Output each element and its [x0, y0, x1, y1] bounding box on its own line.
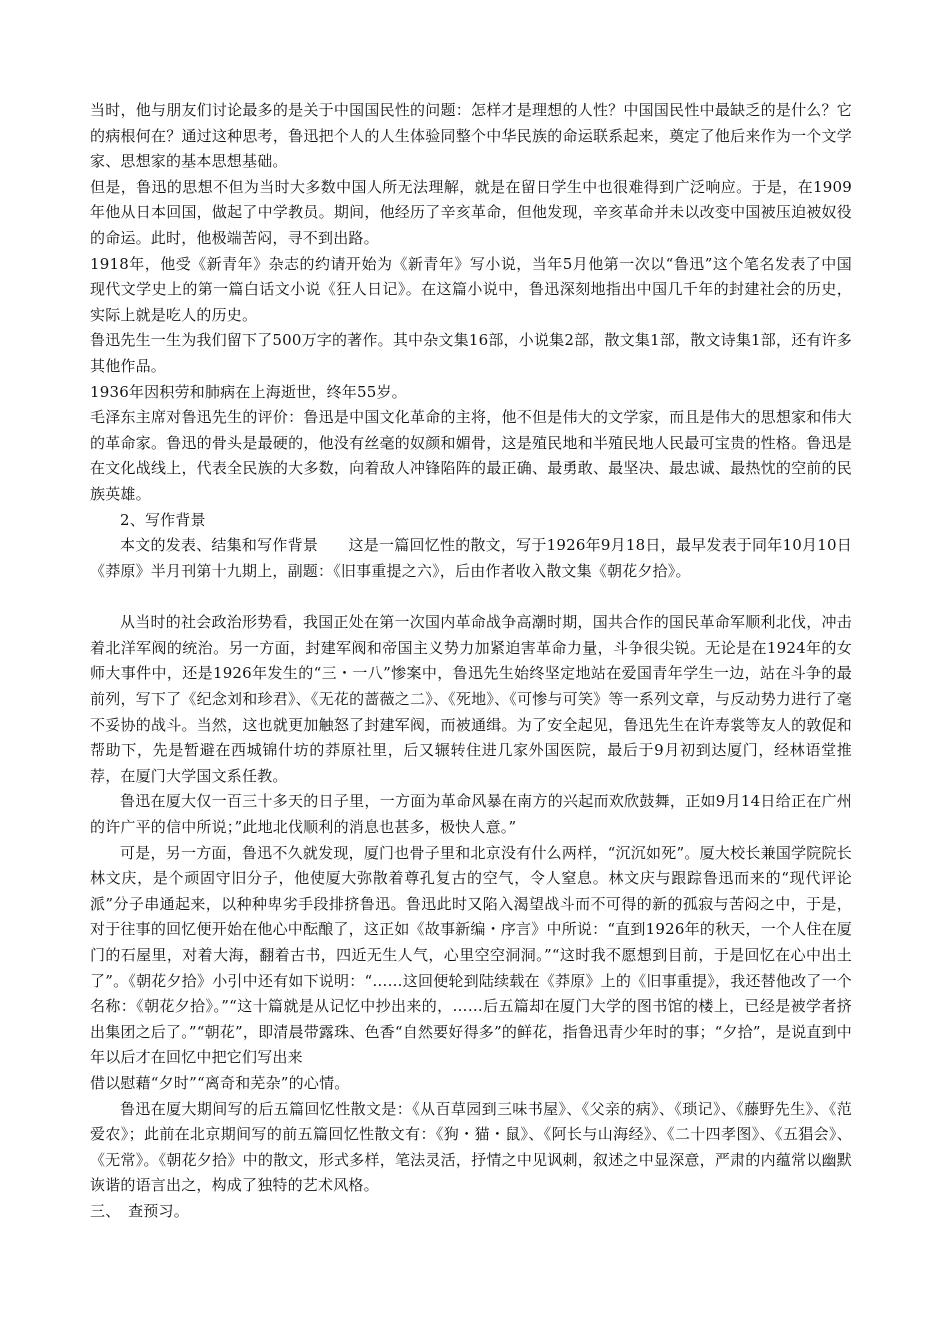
paragraph-national-character: 当时，他与朋友们讨论最多的是关于中国国民性的问题：怎样才是理想的人性？中国国民性中最缺乏的是什么？它的病根何在？通过这种思考，鲁迅把个人的人生体验同整个中华民族的命运联系起来，奠定了他后来作为一个文学家、思想家的基本思想基础。	[90, 101, 852, 171]
paragraph-political-situation: 从当时的社会政治形势看，我国正处在第一次国内革命战争高潮时期，国共合作的国民革命军顺利北伐，冲击着北洋军阀的统治。另一方面，封建军阀和帝国主义势力加紧迫害革命力量，斗争很尖锐。无论是在1924年的女师大事件中，还是1926年发生的“三・一八”惨案中，鲁迅先生始终坚定地站在爱国青年学生一边，站在斗争的最前列，写下了《纪念刘和珍君》、《无花的蔷薇之二》、《死地》、《可惨与可笑》等一系列文章，与反动势力进行了毫不妥协的战斗。当然，这也就更加触怒了封建军阀，而被通缉。为了安全起见，鲁迅先生在许寿裳等友人的敦促和帮助下，先是暂避在西城锦什坊的莽原社里，后又辗转住进几家外国医院，最后于9月初到达厦门，经林语堂推荐，在厦门大学国文系任教。	[90, 613, 852, 785]
paragraph-mao-evaluation: 毛泽东主席对鲁迅先生的评价：鲁迅是中国文化革命的主将，他不但是伟大的文学家，而且是伟大的思想家和伟大的革命家。鲁迅的骨头是最硬的，他没有丝毫的奴颜和媚骨，这是殖民地和半殖民地人民最可宝贵的性格。鲁迅是在文化战线上，代表全民族的大多数，向着敌人冲锋陷阵的最正确、最勇敢、最坚决、最忠诚、最热忱的空前的民族英雄。	[90, 408, 852, 503]
section-heading-writing-background: 2、写作背景	[120, 510, 206, 529]
paragraph-xiamen-days: 鲁迅在厦大仅一百三十多天的日子里，一方面为革命风暴在南方的兴起而欢欣鼓舞，正如9月14日给正在广州的许广平的信中所说；”此地北伐顺利的消息也甚多，极快人意。”	[90, 792, 852, 837]
paragraph-return-from-japan: 但是，鲁迅的思想不但为当时大多数中国人所无法理解，就是在留日学生中也很难得到广泛响应。于是，在1909年他从日本回国，做起了中学教员。期间，他经历了辛亥革命，但他发现，辛亥革命并未以改变中国被压迫被奴役的命运。此时，他极端苦闷，寻不到出路。	[90, 177, 852, 247]
paragraph-background-intro: 本文的发表、结集和写作背景 这是一篇回忆性的散文，写于1926年9月18日，最早发表于同年10月10日《莽原》半月刊第十九期上，副题：《旧事重提之六》，后由作者收入散文集《朝花夕拾》。	[90, 536, 852, 580]
document-page	[90, 98, 852, 1225]
section-heading-preview-check: 三、 查预习。	[90, 1201, 189, 1220]
blank-line	[90, 584, 852, 610]
paragraph-works-count: 鲁迅先生一生为我们留下了500万字的著作。其中杂文集16部，小说集2部，散文集1部，散文诗集1部，还有许多其他作品。	[90, 331, 852, 375]
paragraph-recollection-origin: 可是，另一方面，鲁迅不久就发现，厦门也骨子里和北京没有什么两样，“沉沉如死”。厦大校长兼国学院院长林文庆，是个顽固守旧分子，他使厦大弥散着尊孔复古的空气，令人窒息。林文庆与跟踪鲁迅而来的“现代评论派”分子串通起来，以种种卑劣手段排挤鲁迅。鲁迅此时又陷入渴望战斗而不可得的新的孤寂与苦闷之中，于是，对于往事的回忆便开始在他心中酝酿了，这正如《故事新编・序言》中所说：“直到1926年的秋天，一个人住在厦门的石屋里，对着大海，翻着古书，四近无生人气，心里空空洞洞。”“这时我不愿想到目前，于是回忆在心中出土了”。《朝花夕拾》小引中还有如下说明：“……这回便轮到陆续载在《莽原》上的《旧事重提》，我还替他改了一个名称：《朝花夕拾》。”“这十篇就是从记忆中抄出来的，……后五篇却在厦门大学的图书馆的楼上，已经是被学者挤出集团之后了。”“朝花”，即清晨带露珠、色香“自然要好得多”的鲜花，指鲁迅青少年时的事；“夕拾”，是说直到中年以后才在回忆中把它们写出来	[90, 843, 852, 1067]
paragraph-essay-list: 鲁迅在厦大期间写的后五篇回忆性散文是：《从百草园到三味书屋》、《父亲的病》、《琐记》、《藤野先生》、《范爱农》；此前在北京期间写的前五篇回忆性散文有：《狗・猫・鼠》、《阿长与山海经》、《二十四孝图》、《五猖会》、《无常》。《朝花夕拾》中的散文，形式多样，笔法灵活，抒情之中见讽刺，叙述之中显深意，严肃的内蕴常以幽默诙谐的语言出之，构成了独特的艺术风格。	[90, 1099, 852, 1195]
paragraph-new-youth: 1918年，他受《新青年》杂志的约请开始为《新青年》写小说，当年5月他第一次以“鲁迅”这个笔名发表了中国现代文学史上的第一篇白话文小说《狂人日记》。在这篇小说中，鲁迅深刻地指出中国几千年的封建社会的历史，实际上就是吃人的历史。	[90, 254, 852, 324]
paragraph-fragment-line: 借以慰藉“夕时”“离奇和芜杂”的心情。	[90, 1073, 350, 1092]
paragraph-death: 1936年因积劳和肺病在上海逝世，终年55岁。	[90, 382, 407, 401]
